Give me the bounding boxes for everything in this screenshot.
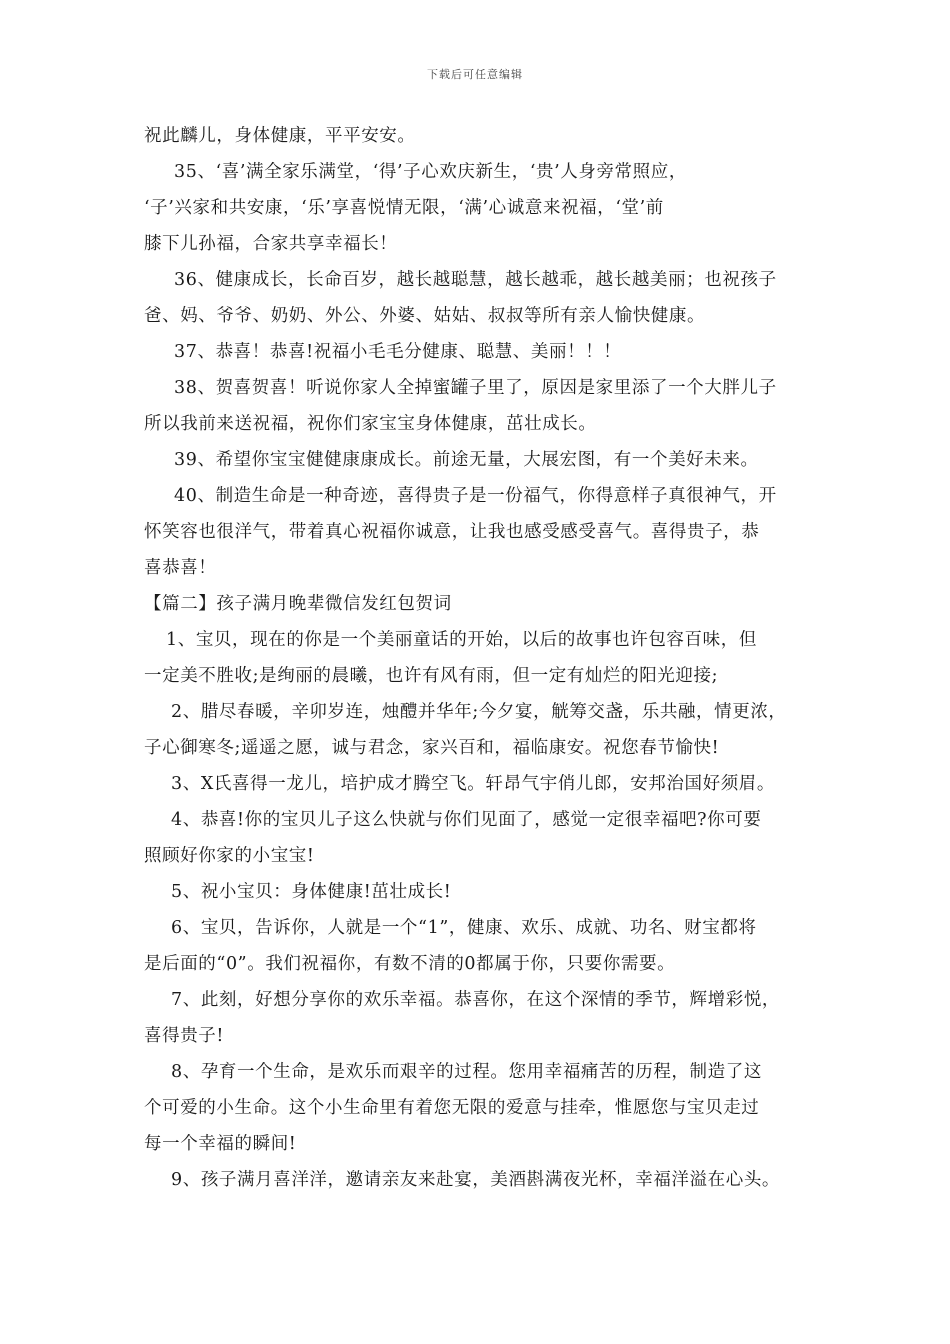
text-line: 2、腊尽春暖，辛卯岁连，烛醴并华年;今夕宴，觥筹交盏，乐共融，情更浓， — [171, 702, 787, 722]
text-line: 3、X氏喜得一龙儿，培护成才腾空飞。轩昂气宇俏儿郎，安邦治国好须眉。 — [171, 774, 775, 794]
text-line: 一定美不胜收;是绚丽的晨曦，也许有风有雨，但一定有灿烂的阳光迎接; — [144, 666, 719, 686]
text-line: 8、孕育一个生命，是欢乐而艰辛的过程。您用幸福痛苦的历程，制造了这 — [171, 1062, 762, 1082]
text-line: 是后面的“0”。我们祝福你，有数不清的0都属于你，只要你需要。 — [144, 954, 676, 974]
text-line: 9、孩子满月喜洋洋，邀请亲友来赴宴，美酒斟满夜光杯，幸福洋溢在心头。 — [171, 1170, 781, 1190]
text-line: 5、祝小宝贝：身体健康!茁壮成长! — [171, 882, 452, 902]
text-line: 36、健康成长，长命百岁，越长越聪慧，越长越乖，越长越美丽；也祝孩子 — [174, 270, 777, 290]
text-line: 祝此麟儿，身体健康，平平安安。 — [144, 126, 416, 146]
text-line: 个可爱的小生命。这个小生命里有着您无限的爱意与挂牵，惟愿您与宝贝走过 — [144, 1098, 760, 1118]
text-line: 所以我前来送祝福，祝你们家宝宝身体健康，茁壮成长。 — [144, 414, 597, 434]
text-line: 照顾好你家的小宝宝! — [144, 846, 315, 866]
text-line: 35、‘喜’满全家乐满堂，‘得’子心欢庆新生，‘贵’人身旁常照应， — [174, 162, 687, 182]
section-heading: 【篇二】孩子满月晚辈微信发红包贺词 — [144, 594, 452, 614]
text-line: 每一个幸福的瞬间! — [144, 1134, 297, 1154]
document-body — [144, 118, 834, 1198]
text-line: 7、此刻，好想分享你的欢乐幸福。恭喜你，在这个深情的季节，辉增彩悦， — [171, 990, 781, 1010]
text-line: 6、宝贝，告诉你，人就是一个“1”，健康、欢乐、成就、功名、财宝都将 — [171, 918, 757, 938]
text-line: ‘子’兴家和共安康，‘乐’享喜悦情无限，‘满’心诚意来祝福，‘堂’前 — [144, 198, 664, 218]
text-line: 40、制造生命是一种奇迹，喜得贵子是一份福气，你得意样子真很神气，开 — [174, 486, 777, 506]
text-line: 膝下儿孙福，合家共享幸福长！ — [144, 234, 398, 254]
text-line: 喜得贵子! — [144, 1026, 225, 1046]
text-line: 39、希望你宝宝健健康康成长。前途无量，大展宏图，有一个美好未来。 — [174, 450, 759, 470]
page-header: 下载后可任意编辑 — [427, 68, 523, 81]
text-line: 4、恭喜!你的宝贝儿子这么快就与你们见面了，感觉一定很幸福吧?你可要 — [171, 810, 762, 830]
text-line: 怀笑容也很洋气，带着真心祝福你诚意，让我也感受感受喜气。喜得贵子，恭 — [144, 522, 760, 542]
text-line: 1、宝贝，现在的你是一个美丽童话的开始，以后的故事也许包容百味，但 — [166, 630, 757, 650]
text-line: 子心御寒冬;遥遥之愿，诚与君念，家兴百和，福临康安。祝您春节愉快! — [144, 738, 720, 758]
text-line: 38、贺喜贺喜！听说你家人全掉蜜罐子里了，原因是家里添了一个大胖儿子 — [174, 378, 777, 398]
text-line: 37、恭喜！恭喜!祝福小毛毛分健康、聪慧、美丽！！！ — [174, 342, 622, 362]
text-line: 喜恭喜！ — [144, 558, 217, 578]
text-line: 爸、妈、爷爷、奶奶、外公、外婆、姑姑、叔叔等所有亲人愉快健康。 — [144, 306, 706, 326]
